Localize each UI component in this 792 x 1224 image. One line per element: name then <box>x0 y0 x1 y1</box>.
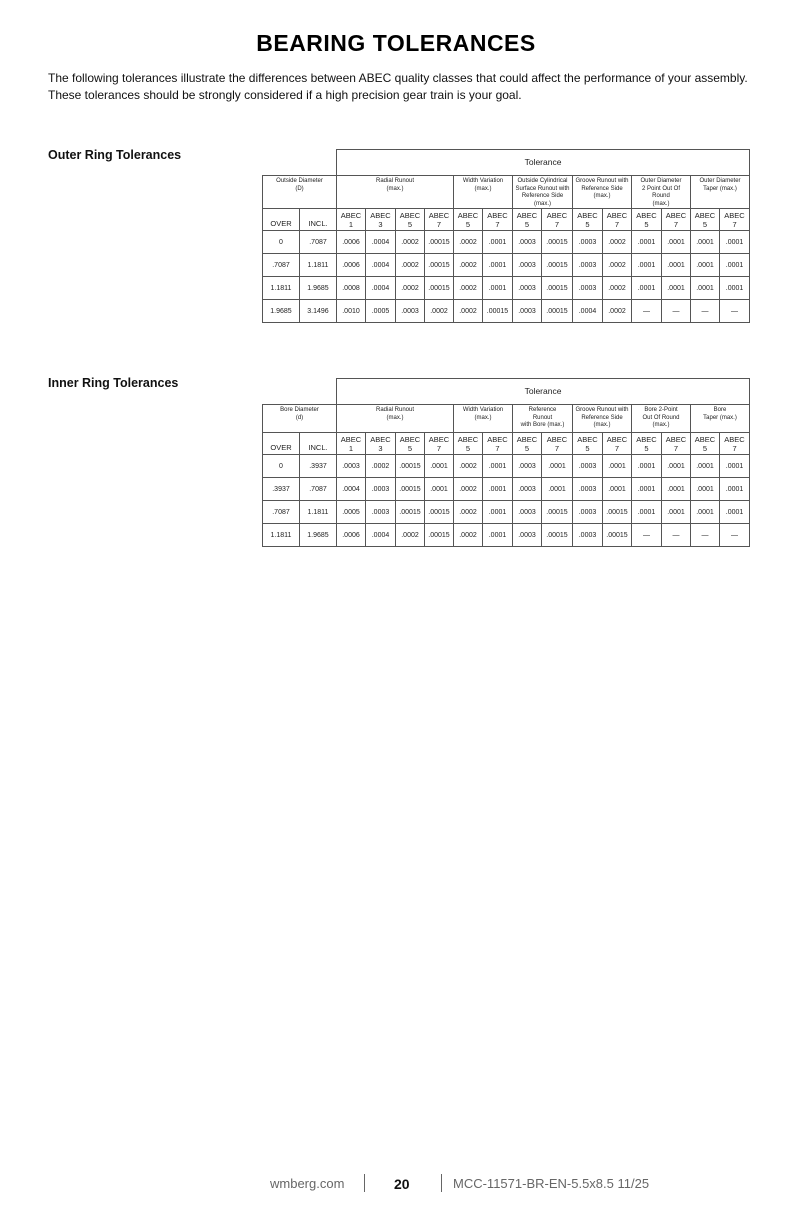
group-header: Outer Diameter 2 Point Out Of Round (max.) <box>632 176 691 209</box>
group-header: Groove Runout with Reference Side (max.) <box>573 176 632 209</box>
table-cell: .0003 <box>573 478 603 501</box>
column-header: OVER <box>263 209 300 231</box>
table-cell: .0001 <box>662 501 691 524</box>
table-cell: .0001 <box>662 277 691 300</box>
table-cell: .0001 <box>483 501 513 524</box>
table-cell: — <box>691 300 720 323</box>
table-cell: 1.9685 <box>300 277 337 300</box>
table-cell: .00015 <box>483 300 513 323</box>
table-cell: .0002 <box>603 231 632 254</box>
table-cell: .0004 <box>366 231 396 254</box>
column-header: ABEC 3 <box>366 433 396 455</box>
table-cell: .0003 <box>573 455 603 478</box>
column-header: ABEC 7 <box>542 433 573 455</box>
table-cell: .0001 <box>720 231 750 254</box>
table-cell: .0002 <box>454 231 483 254</box>
table-cell: 1.1811 <box>263 524 300 547</box>
group-header: Bore Taper (max.) <box>691 405 750 433</box>
table-cell: .3937 <box>263 478 300 501</box>
table-cell: .00015 <box>425 231 454 254</box>
group-header: Width Variation (max.) <box>454 176 513 209</box>
table-cell: .0001 <box>632 455 662 478</box>
table-cell: .0004 <box>573 300 603 323</box>
table-cell: .0001 <box>691 277 720 300</box>
table-cell: .7087 <box>300 231 337 254</box>
column-header: ABEC 5 <box>691 433 720 455</box>
column-header: ABEC 7 <box>483 433 513 455</box>
column-header: ABEC 5 <box>454 433 483 455</box>
table-cell: — <box>632 300 662 323</box>
table-cell: 1.1811 <box>300 501 337 524</box>
table-cell: .0001 <box>691 455 720 478</box>
group-header: Width Variation (max.) <box>454 405 513 433</box>
table-cell: .3937 <box>300 455 337 478</box>
table-cell: .0001 <box>662 478 691 501</box>
column-header: ABEC 5 <box>396 433 425 455</box>
table-cell: 0 <box>263 231 300 254</box>
group-header: Radial Runout (max.) <box>337 176 454 209</box>
column-header: ABEC 5 <box>454 209 483 231</box>
table-row <box>263 501 750 524</box>
table-cell: .0003 <box>513 231 542 254</box>
table-cell: .0001 <box>483 277 513 300</box>
table-cell: .0001 <box>542 478 573 501</box>
table-cell: .0001 <box>632 277 662 300</box>
table-row <box>263 231 750 254</box>
table-cell: .00015 <box>542 501 573 524</box>
column-header: ABEC 7 <box>720 209 750 231</box>
table-row <box>263 254 750 277</box>
table-cell: .0004 <box>366 277 396 300</box>
table-cell: — <box>720 524 750 547</box>
tolerance-header: Tolerance <box>337 379 750 405</box>
header-spacer <box>263 379 337 405</box>
table-cell: .00015 <box>425 501 454 524</box>
group-header: Groove Runout with Reference Side (max.) <box>573 405 632 433</box>
column-header: ABEC 1 <box>337 209 366 231</box>
column-header: ABEC 5 <box>513 209 542 231</box>
table-cell: .0002 <box>454 455 483 478</box>
table-cell: .0003 <box>573 231 603 254</box>
column-header: ABEC 5 <box>632 209 662 231</box>
group-header: Outer Diameter Taper (max.) <box>691 176 750 209</box>
column-header: ABEC 5 <box>513 433 542 455</box>
column-header: ABEC 7 <box>662 209 691 231</box>
table-row <box>263 300 750 323</box>
group-header: Bore Diameter (d) <box>263 405 337 433</box>
table-cell: .0002 <box>454 254 483 277</box>
table-cell: 1.9685 <box>300 524 337 547</box>
table-cell: .0001 <box>662 254 691 277</box>
column-header: ABEC 7 <box>425 209 454 231</box>
table-cell: .0004 <box>337 478 366 501</box>
table-cell: .0003 <box>366 478 396 501</box>
footer-doc-code: MCC-11571-BR-EN-5.5x8.5 11/25 <box>453 1176 650 1191</box>
column-header: ABEC 7 <box>662 433 691 455</box>
table-cell: .00015 <box>425 254 454 277</box>
table-cell: .00015 <box>542 277 573 300</box>
table-cell: .0001 <box>691 501 720 524</box>
table-cell: .0008 <box>337 277 366 300</box>
table-cell: .0003 <box>573 501 603 524</box>
table-cell: — <box>691 524 720 547</box>
table-row <box>263 455 750 478</box>
table-cell: .0003 <box>573 524 603 547</box>
page-footer <box>0 1176 792 1196</box>
table-cell: .0001 <box>632 254 662 277</box>
column-header: OVER <box>263 433 300 455</box>
group-header: Outside Diameter (D) <box>263 176 337 209</box>
column-header: ABEC 5 <box>632 433 662 455</box>
table-cell: .0003 <box>513 524 542 547</box>
table-cell: .00015 <box>542 300 573 323</box>
table-cell: 1.1811 <box>263 277 300 300</box>
footer-divider <box>364 1174 365 1192</box>
table-cell: .0001 <box>691 231 720 254</box>
column-header: ABEC 5 <box>396 209 425 231</box>
inner-ring-table <box>262 378 750 547</box>
table-cell: .0002 <box>603 254 632 277</box>
table-cell: .0006 <box>337 524 366 547</box>
table-cell: .0003 <box>573 277 603 300</box>
table-cell: .0001 <box>425 455 454 478</box>
table-cell: .0001 <box>720 254 750 277</box>
footer-website[interactable]: wmberg.com <box>270 1176 345 1191</box>
table-cell: 1.9685 <box>263 300 300 323</box>
table-cell: .0001 <box>720 455 750 478</box>
table-cell: .0001 <box>632 501 662 524</box>
column-header: ABEC 5 <box>573 209 603 231</box>
table-cell: .0006 <box>337 254 366 277</box>
table-cell: .0002 <box>454 277 483 300</box>
table-cell: .00015 <box>396 455 425 478</box>
column-header: ABEC 7 <box>483 209 513 231</box>
table-cell: .0001 <box>662 455 691 478</box>
table-row <box>263 277 750 300</box>
table-cell: 1.1811 <box>300 254 337 277</box>
table-cell: .0001 <box>720 277 750 300</box>
table-cell: .0001 <box>720 478 750 501</box>
table-cell: .0005 <box>366 300 396 323</box>
table-cell: .0002 <box>454 524 483 547</box>
table-cell: .00015 <box>542 231 573 254</box>
table-cell: .0002 <box>396 524 425 547</box>
table-cell: .0004 <box>366 524 396 547</box>
table-cell: .0002 <box>396 277 425 300</box>
table-cell: .0001 <box>425 478 454 501</box>
table-cell: — <box>720 300 750 323</box>
table-cell: .0001 <box>603 455 632 478</box>
table-cell: .0001 <box>632 231 662 254</box>
table-cell: .0003 <box>396 300 425 323</box>
header-spacer <box>263 150 337 176</box>
table-cell: — <box>632 524 662 547</box>
table-cell: .0010 <box>337 300 366 323</box>
table-cell: .0001 <box>691 478 720 501</box>
column-header: ABEC 5 <box>691 209 720 231</box>
group-header: Radial Runout (max.) <box>337 405 454 433</box>
footer-page-number: 20 <box>394 1176 410 1192</box>
column-header: INCL. <box>300 433 337 455</box>
table-cell: .0001 <box>603 478 632 501</box>
tolerance-header: Tolerance <box>337 150 750 176</box>
table-cell: — <box>662 524 691 547</box>
group-header: Outside Cylindrical Surface Runout with Reference Side (max.) <box>513 176 573 209</box>
table-cell: .0002 <box>454 501 483 524</box>
table-cell: .7087 <box>300 478 337 501</box>
table-cell: .00015 <box>396 478 425 501</box>
table-cell: .0001 <box>483 254 513 277</box>
table-cell: .0003 <box>513 455 542 478</box>
table-cell: .0001 <box>691 254 720 277</box>
table-cell: .0001 <box>483 455 513 478</box>
table-cell: .0001 <box>632 478 662 501</box>
table-cell: .0003 <box>513 254 542 277</box>
column-header: ABEC 1 <box>337 433 366 455</box>
table-cell: .0006 <box>337 231 366 254</box>
table-cell: .00015 <box>396 501 425 524</box>
table-cell: .0001 <box>483 478 513 501</box>
table-cell: .0001 <box>483 524 513 547</box>
column-header: INCL. <box>300 209 337 231</box>
inner-ring-label: Inner Ring Tolerances <box>48 376 179 390</box>
outer-ring-label: Outer Ring Tolerances <box>48 148 182 162</box>
column-header: ABEC 7 <box>603 209 632 231</box>
table-cell: .0003 <box>337 455 366 478</box>
table-cell: .0003 <box>573 254 603 277</box>
page-title: BEARING TOLERANCES <box>256 30 536 56</box>
table-cell: .0002 <box>396 231 425 254</box>
table-cell: .7087 <box>263 501 300 524</box>
table-cell: .0003 <box>366 501 396 524</box>
table-cell: — <box>662 300 691 323</box>
table-cell: .0003 <box>513 501 542 524</box>
group-header: Reference Runout with Bore (max.) <box>513 405 573 433</box>
table-row <box>263 524 750 547</box>
table-cell: .0001 <box>542 455 573 478</box>
table-cell: .00015 <box>542 254 573 277</box>
table-cell: .0001 <box>720 501 750 524</box>
table-cell: .00015 <box>603 524 632 547</box>
table-cell: .0003 <box>513 277 542 300</box>
table-cell: .00015 <box>425 277 454 300</box>
table-cell: .0002 <box>603 277 632 300</box>
table-cell: .00015 <box>425 524 454 547</box>
group-header: Bore 2-Point Out Of Round (max.) <box>632 405 691 433</box>
table-cell: .0002 <box>454 300 483 323</box>
table-cell: .7087 <box>263 254 300 277</box>
table-cell: .0001 <box>483 231 513 254</box>
table-cell: .0002 <box>366 455 396 478</box>
table-cell: .0001 <box>662 231 691 254</box>
column-header: ABEC 3 <box>366 209 396 231</box>
outer-ring-table <box>262 149 750 323</box>
column-header: ABEC 7 <box>720 433 750 455</box>
table-cell: .0002 <box>396 254 425 277</box>
table-cell: .0004 <box>366 254 396 277</box>
table-cell: .0002 <box>425 300 454 323</box>
table-cell: .00015 <box>603 501 632 524</box>
footer-divider <box>441 1174 442 1192</box>
column-header: ABEC 7 <box>425 433 454 455</box>
table-row <box>263 478 750 501</box>
table-cell: .00015 <box>542 524 573 547</box>
table-cell: 0 <box>263 455 300 478</box>
column-header: ABEC 5 <box>573 433 603 455</box>
table-cell: .0002 <box>603 300 632 323</box>
table-cell: .0002 <box>454 478 483 501</box>
table-cell: .0003 <box>513 300 542 323</box>
column-header: ABEC 7 <box>603 433 632 455</box>
column-header: ABEC 7 <box>542 209 573 231</box>
table-cell: .0005 <box>337 501 366 524</box>
table-cell: .0003 <box>513 478 542 501</box>
table-cell: 3.1496 <box>300 300 337 323</box>
intro-paragraph: The following tolerances illustrate the differences between ABEC quality classes that could affect the performance of your assembly. These tolerances should be strongly considered if a high precision gear train is your goal. <box>48 71 748 102</box>
